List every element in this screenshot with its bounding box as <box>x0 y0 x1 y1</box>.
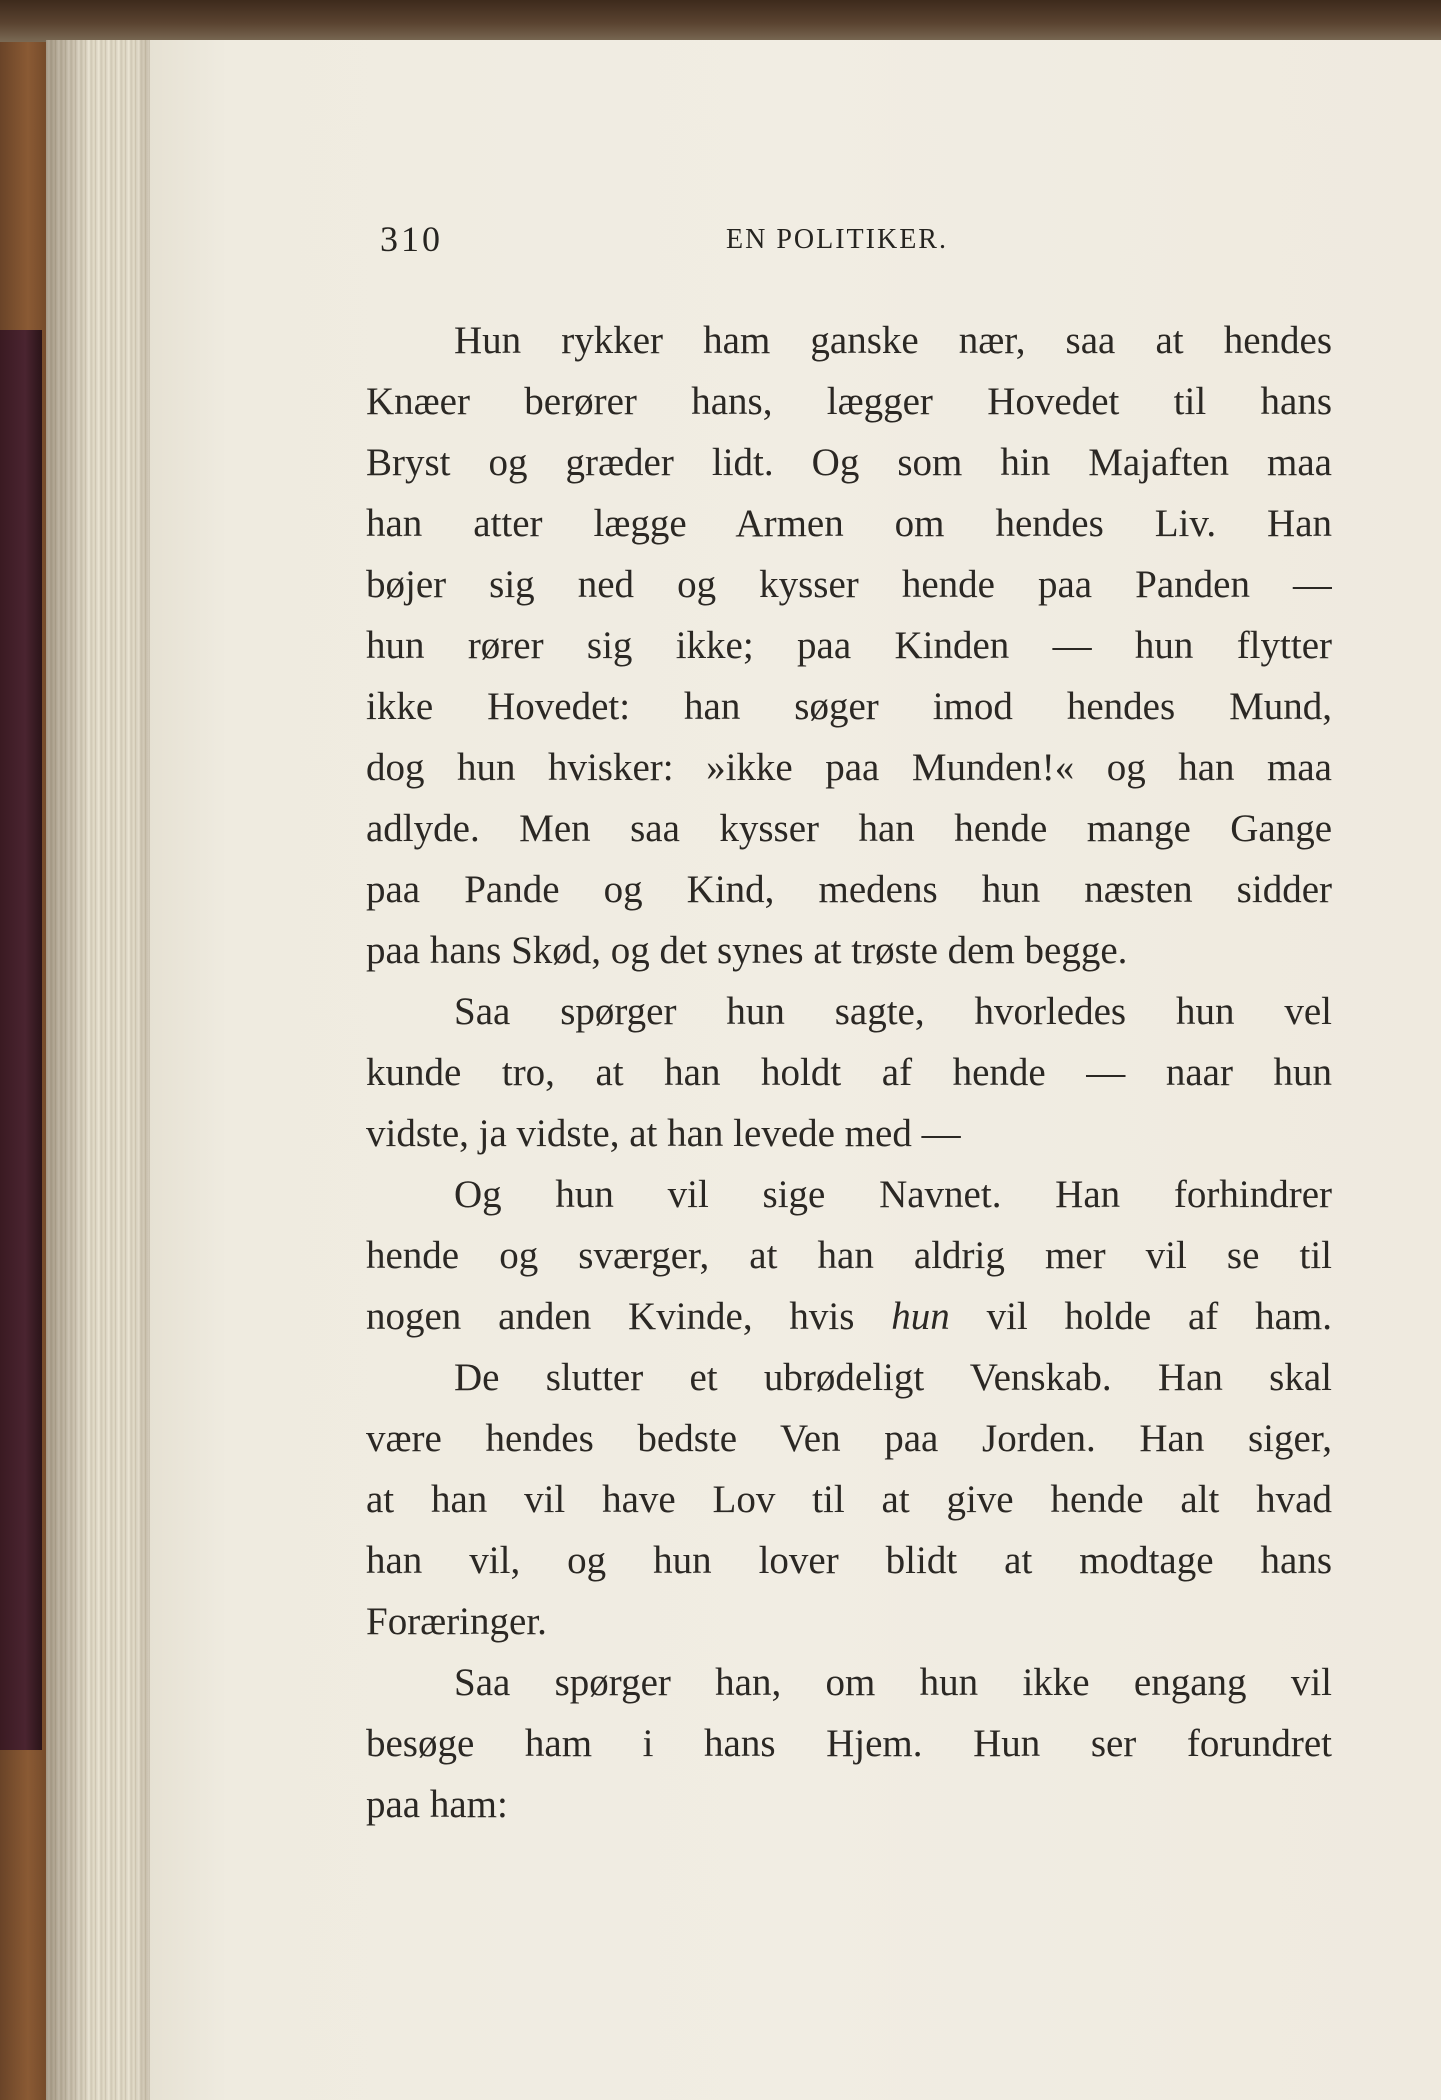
text-line: Hun rykker ham ganske nær, saa at hendes <box>454 319 1332 362</box>
text-line: være hendes bedste Ven paa Jorden. Han siger, <box>366 1417 1332 1460</box>
text-line: hende og sværger, at han aldrig mer vil se til <box>366 1234 1332 1277</box>
text-line: De slutter et ubrødeligt Venskab. Han skal <box>454 1356 1332 1399</box>
text-line: Saa spørger hun sagte, hvorledes hun vel <box>454 990 1332 1033</box>
text-line: dog hun hvisker: »ikke paa Munden!« og han maa <box>366 746 1332 789</box>
running-head: EN POLITIKER. <box>726 224 948 255</box>
text-line: paa Pande og Kind, medens hun næsten sidder <box>366 868 1332 911</box>
text-line: adlyde. Men saa kysser han hende mange Gange <box>366 807 1332 850</box>
text-line: at han vil have Lov til at give hende alt hvad <box>366 1478 1332 1521</box>
text-line: Foræringer. <box>366 1600 547 1643</box>
text-segment: nogen anden Kvinde, hvis <box>366 1295 855 1338</box>
text-line: paa hans Skød, og det synes at trøste dem begge. <box>366 929 1128 972</box>
page-stack-shade <box>46 40 156 2100</box>
emphasized-word: hun <box>891 1295 950 1338</box>
text-line: vidste, ja vidste, at han levede med — <box>366 1112 961 1155</box>
book-cover-fabric <box>0 330 42 1750</box>
text-line: han atter lægge Armen om hendes Liv. Han <box>366 502 1332 545</box>
text-line: Bryst og græder lidt. Og som hin Majaften maa <box>366 441 1332 484</box>
page-header <box>380 218 1400 268</box>
text-line: han vil, og hun lover blidt at modtage hans <box>366 1539 1332 1582</box>
page-number: 310 <box>380 219 443 259</box>
text-line: besøge ham i hans Hjem. Hun ser forundret <box>366 1722 1332 1765</box>
text-line: paa ham: <box>366 1783 508 1826</box>
text-line: hun rører sig ikke; paa Kinden — hun flytter <box>366 624 1332 667</box>
text-line: Saa spørger han, om hun ikke engang vil <box>454 1661 1332 1704</box>
text-line: Og hun vil sige Navnet. Han forhindrer <box>454 1173 1332 1216</box>
body-text <box>366 310 1332 1835</box>
text-line-mixed <box>366 1286 1332 1347</box>
text-segment: vil holde af ham. <box>986 1295 1332 1338</box>
text-line: kunde tro, at han holdt af hende — naar hun <box>366 1051 1332 1094</box>
text-line: ikke Hovedet: han søger imod hendes Mund, <box>366 685 1332 728</box>
text-line: bøjer sig ned og kysser hende paa Panden — <box>366 563 1332 606</box>
text-line: Knæer berører hans, lægger Hovedet til hans <box>366 380 1332 423</box>
book-top-edge <box>0 0 1441 42</box>
